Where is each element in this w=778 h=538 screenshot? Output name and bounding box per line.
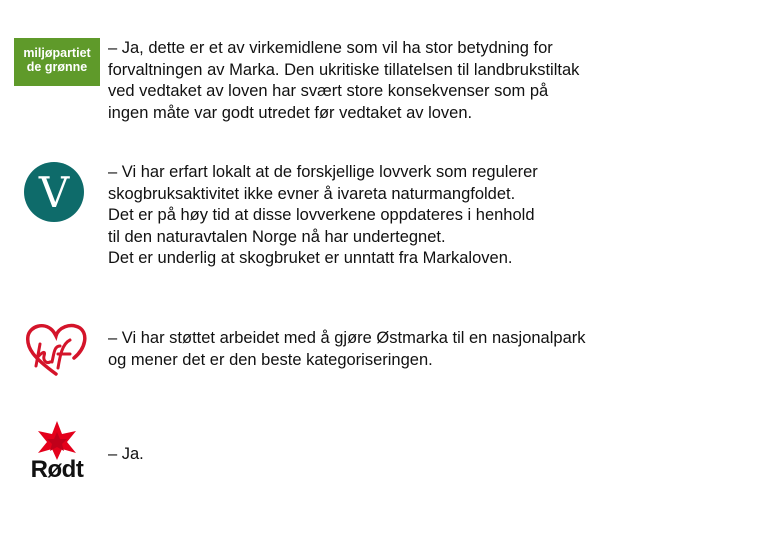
- answer-line: ved vedtaket av loven har svært store konsekvenser som på: [108, 82, 549, 100]
- rodt-logo-text: Rødt: [30, 456, 84, 483]
- answer-line: – Ja.: [108, 445, 144, 463]
- krf-answer: [108, 328, 586, 371]
- venstre-answer: [108, 162, 538, 270]
- mdg-answer: [108, 38, 579, 124]
- answer-line: Det er på høy tid at disse lovverkene oppdateres i henhold: [108, 206, 535, 224]
- rodt-answer: [108, 444, 144, 466]
- answer-line: ingen måte var godt utredet før vedtaket av loven.: [108, 103, 473, 122]
- mdg-logo: [14, 38, 100, 86]
- answer-line: til den naturavtalen Norge nå har undertegnet.: [108, 227, 446, 246]
- star-icon: [24, 420, 90, 460]
- answer-line: forvaltningen av Marka. Den ukritiske tillatelsen til landbrukstiltak: [108, 60, 580, 79]
- krf-heart-logo: [24, 322, 88, 378]
- answer-line: Det er underlig at skogbruket er unntatt fra Markaloven.: [108, 249, 513, 267]
- answer-line: skogbruksaktivitet ikke evner å ivareta naturmangfoldet.: [108, 184, 516, 203]
- answer-line: og mener det er den beste kategoriseringen.: [108, 350, 433, 369]
- mdg-logo-text: miljøpartiet de grønne: [23, 46, 91, 74]
- venstre-logo: [24, 162, 84, 222]
- rodt-logo: [24, 420, 90, 486]
- venstre-logo-letter: V: [38, 168, 70, 217]
- answer-line: – Vi har erfart lokalt at de forskjellige lovverk som regulerer: [108, 163, 538, 181]
- answer-line: – Vi har støttet arbeidet med å gjøre Østmarka til en nasjonalpark: [108, 329, 586, 347]
- answer-line: – Ja, dette er et av virkemidlene som vil ha stor betydning for: [108, 39, 553, 57]
